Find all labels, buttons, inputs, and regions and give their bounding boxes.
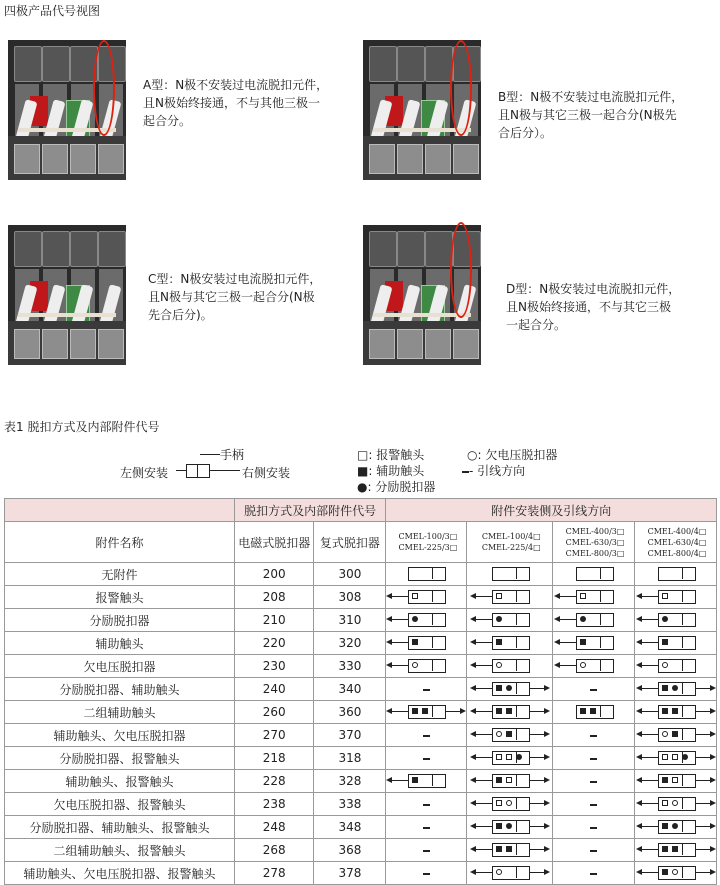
table-row bbox=[5, 747, 717, 770]
none-dash bbox=[423, 735, 430, 737]
accessory-diagram bbox=[636, 705, 716, 719]
install-diagram-cell bbox=[386, 609, 467, 632]
accessory-diagram bbox=[470, 797, 550, 811]
row-em-code: 228 bbox=[234, 770, 313, 793]
product-photo-c bbox=[8, 225, 126, 365]
row-em-code: 270 bbox=[234, 724, 313, 747]
table-row bbox=[5, 793, 717, 816]
accessory-diagram bbox=[470, 636, 550, 650]
install-diagram-cell bbox=[467, 632, 553, 655]
none-dash bbox=[423, 873, 430, 875]
row-name: 欠电压脱扣器 bbox=[5, 655, 235, 678]
table-row bbox=[5, 816, 717, 839]
table-row bbox=[5, 839, 717, 862]
install-diagram-cell bbox=[635, 724, 717, 747]
model-col-3: CMEL-400/3□ CMEL-630/3□ CMEL-800/3□ bbox=[553, 522, 635, 563]
table-row bbox=[5, 586, 717, 609]
row-em-code: 230 bbox=[234, 655, 313, 678]
row-compound-code: 328 bbox=[314, 770, 386, 793]
install-diagram-cell bbox=[553, 747, 635, 770]
accessory-diagram bbox=[636, 659, 716, 673]
install-diagram-cell bbox=[635, 770, 717, 793]
row-compound-code: 338 bbox=[314, 793, 386, 816]
row-compound-code: 368 bbox=[314, 839, 386, 862]
table-row bbox=[5, 632, 717, 655]
accessory-diagram bbox=[636, 590, 716, 604]
none-dash bbox=[590, 758, 597, 760]
n-pole-highlight bbox=[450, 222, 472, 318]
none-dash bbox=[590, 873, 597, 875]
accessory-diagram bbox=[470, 751, 550, 765]
accessory-diagram bbox=[386, 705, 466, 719]
row-em-code: 220 bbox=[234, 632, 313, 655]
accessory-diagram bbox=[386, 774, 466, 788]
install-diagram-cell bbox=[467, 655, 553, 678]
install-diagram-cell bbox=[635, 563, 717, 586]
install-diagram-cell bbox=[467, 586, 553, 609]
none-dash bbox=[590, 850, 597, 852]
n-pole-highlight bbox=[450, 40, 472, 136]
row-em-code: 208 bbox=[234, 586, 313, 609]
row-compound-code: 340 bbox=[314, 678, 386, 701]
install-diagram-cell bbox=[635, 586, 717, 609]
row-em-code: 248 bbox=[234, 816, 313, 839]
row-name: 分励脱扣器、报警触头 bbox=[5, 747, 235, 770]
lead-arrow-icon bbox=[462, 471, 469, 473]
row-em-code: 268 bbox=[234, 839, 313, 862]
accessory-diagram bbox=[636, 567, 716, 581]
right-install-label: 右侧安装 bbox=[242, 466, 291, 480]
install-diagram-cell bbox=[386, 862, 467, 885]
legend-alarm: □: 报警触头 bbox=[357, 448, 425, 462]
handle-label: 手柄 bbox=[220, 448, 245, 462]
install-diagram-cell bbox=[386, 724, 467, 747]
accessory-diagram bbox=[636, 751, 716, 765]
n-pole-highlight bbox=[93, 40, 115, 136]
accessory-diagram bbox=[470, 682, 550, 696]
install-diagram-cell bbox=[467, 862, 553, 885]
row-name: 辅助触头、欠电压脱扣器 bbox=[5, 724, 235, 747]
type-d-desc: D型：N极安装过电流脱扣元件， 且N极始终接通，不与其它三极 一起合分。 bbox=[506, 282, 681, 332]
table-row bbox=[5, 862, 717, 885]
accessory-diagram bbox=[386, 659, 466, 673]
row-compound-code: 360 bbox=[314, 701, 386, 724]
install-diagram-cell bbox=[386, 747, 467, 770]
left-install-label: 左侧安装 bbox=[120, 466, 169, 480]
install-diagram-cell bbox=[467, 816, 553, 839]
install-diagram-cell bbox=[553, 862, 635, 885]
none-dash bbox=[423, 758, 430, 760]
accessory-diagram bbox=[386, 636, 466, 650]
install-diagram-cell bbox=[553, 655, 635, 678]
row-compound-code: 300 bbox=[314, 563, 386, 586]
install-diagram-cell bbox=[467, 724, 553, 747]
install-diagram-cell bbox=[386, 586, 467, 609]
accessory-diagram bbox=[636, 820, 716, 834]
accessory-diagram bbox=[636, 728, 716, 742]
col-header-compound: 复式脱扣器 bbox=[314, 522, 386, 563]
row-compound-code: 308 bbox=[314, 586, 386, 609]
install-diagram-cell bbox=[635, 701, 717, 724]
table-row bbox=[5, 655, 717, 678]
install-diagram-cell bbox=[386, 701, 467, 724]
table-row bbox=[5, 563, 717, 586]
install-diagram-cell bbox=[553, 816, 635, 839]
row-em-code: 200 bbox=[234, 563, 313, 586]
row-compound-code: 370 bbox=[314, 724, 386, 747]
accessory-diagram bbox=[636, 843, 716, 857]
install-diagram-cell bbox=[635, 839, 717, 862]
install-diagram-cell bbox=[386, 678, 467, 701]
row-name: 辅助触头、欠电压脱扣器、报警触头 bbox=[5, 862, 235, 885]
accessory-diagram bbox=[636, 797, 716, 811]
trip-group-header: 脱扣方式及内部附件代号 bbox=[234, 499, 385, 522]
accessory-diagram bbox=[636, 636, 716, 650]
install-diagram-cell bbox=[553, 793, 635, 816]
accessory-diagram bbox=[470, 659, 550, 673]
accessory-diagram bbox=[470, 567, 550, 581]
model-col-4: CMEL-400/4□ CMEL-630/4□ CMEL-800/4□ bbox=[635, 522, 717, 563]
install-diagram-cell bbox=[467, 793, 553, 816]
table-title: 表1 脱扣方式及内部附件代号 bbox=[4, 420, 160, 434]
page-title: 四极产品代号视图 bbox=[4, 4, 101, 18]
accessory-diagram bbox=[470, 774, 550, 788]
accessory-diagram bbox=[554, 613, 634, 627]
install-diagram-cell bbox=[553, 770, 635, 793]
accessory-diagram bbox=[386, 613, 466, 627]
row-name: 无附件 bbox=[5, 563, 235, 586]
accessory-diagram bbox=[470, 613, 550, 627]
accessory-diagram bbox=[554, 590, 634, 604]
none-dash bbox=[423, 689, 430, 691]
legend-lead: - 引线方向 bbox=[462, 462, 525, 479]
table-row bbox=[5, 770, 717, 793]
row-compound-code: 378 bbox=[314, 862, 386, 885]
row-compound-code: 318 bbox=[314, 747, 386, 770]
install-diagram-cell bbox=[467, 563, 553, 586]
accessory-diagram bbox=[554, 705, 634, 719]
install-diagram-cell bbox=[467, 678, 553, 701]
install-diagram-cell bbox=[386, 655, 467, 678]
accessory-diagram bbox=[554, 567, 634, 581]
row-name: 辅助触头 bbox=[5, 632, 235, 655]
table-row bbox=[5, 678, 717, 701]
row-compound-code: 310 bbox=[314, 609, 386, 632]
none-dash bbox=[590, 804, 597, 806]
install-diagram-cell bbox=[553, 839, 635, 862]
accessory-diagram bbox=[470, 866, 550, 880]
none-dash bbox=[590, 781, 597, 783]
row-em-code: 278 bbox=[234, 862, 313, 885]
type-c-desc: C型：N极安装过电流脱扣元件， 且N极与其它三极一起合分(N极 先合后分)。 bbox=[148, 272, 322, 322]
none-dash bbox=[590, 689, 597, 691]
install-diagram-cell bbox=[635, 747, 717, 770]
install-diagram-cell bbox=[635, 609, 717, 632]
install-group-header: 附件安装侧及引线方向 bbox=[386, 499, 717, 522]
row-em-code: 240 bbox=[234, 678, 313, 701]
table-row bbox=[5, 701, 717, 724]
none-dash bbox=[423, 850, 430, 852]
legend-undervoltage: ○: 欠电压脱扣器 bbox=[467, 448, 558, 462]
none-dash bbox=[590, 827, 597, 829]
install-diagram-cell bbox=[553, 563, 635, 586]
install-diagram-cell bbox=[635, 632, 717, 655]
type-a-desc: A型：N极不安装过电流脱扣元件， 且N极始终接通，不与其他三极一 起合分。 bbox=[143, 78, 329, 128]
accessory-diagram bbox=[470, 705, 550, 719]
accessory-diagram bbox=[386, 590, 466, 604]
install-diagram-cell bbox=[635, 793, 717, 816]
install-diagram-cell bbox=[553, 678, 635, 701]
legend-shunt: ●: 分励脱扣器 bbox=[357, 480, 436, 494]
row-name: 二组辅助触头、报警触头 bbox=[5, 839, 235, 862]
install-diagram-cell bbox=[635, 678, 717, 701]
install-diagram-cell bbox=[635, 655, 717, 678]
install-diagram-cell bbox=[467, 839, 553, 862]
none-dash bbox=[423, 804, 430, 806]
col-header-em: 电磁式脱扣器 bbox=[234, 522, 313, 563]
none-dash bbox=[423, 827, 430, 829]
row-name: 二组辅助触头 bbox=[5, 701, 235, 724]
accessory-diagram bbox=[636, 774, 716, 788]
install-diagram-cell bbox=[386, 563, 467, 586]
row-name: 辅助触头、报警触头 bbox=[5, 770, 235, 793]
install-diagram-cell bbox=[386, 632, 467, 655]
table-row bbox=[5, 609, 717, 632]
accessory-diagram bbox=[470, 843, 550, 857]
install-diagram-cell bbox=[635, 862, 717, 885]
row-compound-code: 348 bbox=[314, 816, 386, 839]
install-diagram bbox=[120, 446, 320, 490]
accessory-diagram bbox=[470, 820, 550, 834]
install-diagram-cell bbox=[553, 724, 635, 747]
row-compound-code: 330 bbox=[314, 655, 386, 678]
accessory-diagram bbox=[636, 613, 716, 627]
install-diagram-cell bbox=[467, 609, 553, 632]
accessory-diagram bbox=[554, 659, 634, 673]
accessory-diagram bbox=[554, 636, 634, 650]
type-b-desc: B型：N极不安装过电流脱扣元件， 且N极与其它三极一起合分(N极先 合后分）。 bbox=[498, 90, 684, 140]
accessory-diagram bbox=[386, 567, 466, 581]
install-diagram-cell bbox=[467, 747, 553, 770]
row-compound-code: 320 bbox=[314, 632, 386, 655]
row-em-code: 210 bbox=[234, 609, 313, 632]
accessory-code-table bbox=[4, 498, 717, 885]
install-diagram-cell bbox=[467, 770, 553, 793]
install-diagram-cell bbox=[386, 770, 467, 793]
model-col-2: CMEL-100/4□ CMEL-225/4□ bbox=[467, 522, 553, 563]
none-dash bbox=[590, 735, 597, 737]
install-diagram-cell bbox=[635, 816, 717, 839]
row-name: 分励脱扣器、辅助触头 bbox=[5, 678, 235, 701]
accessory-diagram bbox=[470, 728, 550, 742]
install-diagram-cell bbox=[553, 609, 635, 632]
install-diagram-cell bbox=[553, 632, 635, 655]
install-diagram-cell bbox=[553, 586, 635, 609]
accessory-diagram bbox=[636, 866, 716, 880]
install-diagram-cell bbox=[386, 839, 467, 862]
install-diagram-cell bbox=[553, 701, 635, 724]
legend-aux: ■: 辅助触头 bbox=[357, 464, 425, 478]
accessory-diagram bbox=[470, 590, 550, 604]
row-em-code: 238 bbox=[234, 793, 313, 816]
install-diagram-cell bbox=[467, 701, 553, 724]
accessory-diagram bbox=[636, 682, 716, 696]
row-name: 欠电压脱扣器、报警触头 bbox=[5, 793, 235, 816]
install-diagram-cell bbox=[386, 816, 467, 839]
row-name: 分励脱扣器、辅助触头、报警触头 bbox=[5, 816, 235, 839]
model-col-1: CMEL-100/3□ CMEL-225/3□ bbox=[386, 522, 467, 563]
row-em-code: 260 bbox=[234, 701, 313, 724]
row-name: 报警触头 bbox=[5, 586, 235, 609]
install-diagram-cell bbox=[386, 793, 467, 816]
table-row bbox=[5, 724, 717, 747]
row-em-code: 218 bbox=[234, 747, 313, 770]
row-name: 分励脱扣器 bbox=[5, 609, 235, 632]
col-header-name: 附件名称 bbox=[5, 522, 235, 563]
